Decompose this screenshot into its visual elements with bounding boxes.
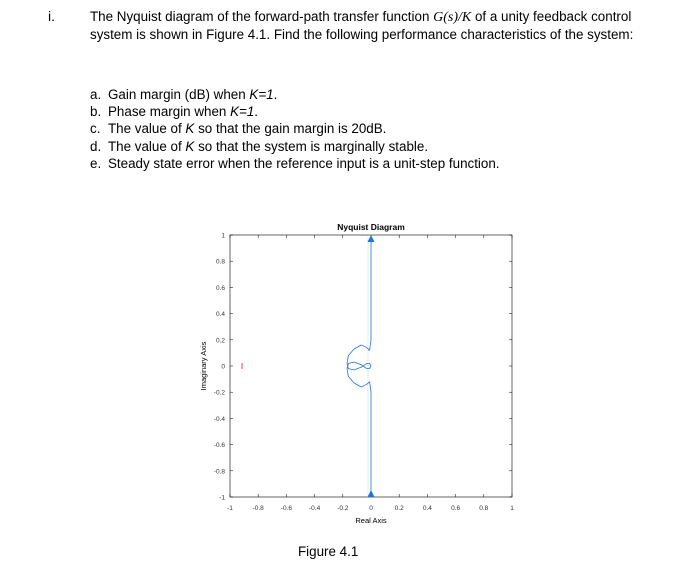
part-math: K=1	[249, 87, 274, 102]
y-tick-label: 1	[221, 232, 225, 240]
y-tick-label: -0.6	[213, 442, 225, 450]
question-number: i.	[48, 8, 55, 24]
part-text-post: .	[254, 104, 259, 120]
y-tick-label: -1	[219, 494, 225, 502]
nyquist-curve-upper-branch	[347, 235, 371, 370]
intro-text-after: of a unity feedback control system is shown in Figure 4.1. Find the following performance characteristics of the system:	[90, 9, 634, 42]
x-tick-label: -0.4	[308, 505, 321, 512]
y-tick-label: -0.8	[213, 468, 225, 476]
y-tick-label: 0.6	[215, 284, 225, 292]
transfer-function-math: G(s)/K	[433, 10, 472, 25]
x-tick-label: -0.2	[337, 505, 349, 512]
part-text-pre: Phase margin when	[108, 104, 231, 120]
x-tick-label: 0.4	[422, 505, 432, 512]
x-axis-label: Real Axis	[355, 516, 387, 525]
x-tick-label: 0.6	[451, 505, 461, 512]
x-tick-label: -1	[227, 505, 233, 512]
x-tick-label: 0.8	[479, 505, 489, 512]
y-axis-label: Imaginary Axis	[199, 341, 208, 391]
y-tick-label: 0.8	[215, 258, 225, 266]
figure-caption: Figure 4.1	[298, 544, 359, 559]
y-tick-label: -0.4	[213, 415, 225, 423]
part-label: a.	[90, 87, 102, 102]
x-tick-label: 0	[369, 505, 373, 512]
part-text-pre: The value of	[108, 121, 186, 137]
part-math: K	[185, 138, 195, 154]
part-math: K	[185, 121, 195, 137]
y-tick-label: 0.2	[215, 337, 225, 345]
x-tick-label: 1	[510, 505, 514, 512]
part-label: b.	[90, 104, 102, 120]
part-label: e.	[90, 155, 102, 171]
axis-ticks	[214, 233, 514, 513]
part-label: d.	[90, 138, 102, 154]
part-text-post: .	[273, 87, 278, 102]
x-tick-label: -0.6	[280, 505, 293, 512]
nyquist-curves	[242, 235, 375, 497]
intro-text-before: The Nyquist diagram of the forward-path transfer function	[90, 9, 434, 24]
nyquist-curve-lower-branch	[347, 362, 371, 497]
direction-arrow-bottom-icon	[368, 490, 375, 497]
part-text-post: so that the system is marginally stable.	[194, 138, 429, 154]
part-math: K=1	[230, 104, 255, 120]
direction-arrow-up-icon	[368, 235, 375, 242]
y-tick-label: -0.2	[213, 389, 225, 397]
part-label: c.	[90, 121, 101, 137]
part-text-pre: Gain margin (dB) when	[108, 87, 250, 102]
x-tick-label: 0.2	[394, 505, 404, 512]
part-text-pre: Steady state error when the reference input is a unit-step function.	[108, 155, 500, 171]
x-tick-label: -0.8	[252, 505, 264, 512]
y-tick-label: 0.4	[215, 311, 225, 319]
y-tick-label: 0	[221, 363, 225, 371]
part-text-pre: The value of	[108, 138, 186, 154]
chart-title: Nyquist Diagram	[337, 222, 405, 232]
part-text-post: so that the gain margin is 20dB.	[194, 121, 387, 137]
